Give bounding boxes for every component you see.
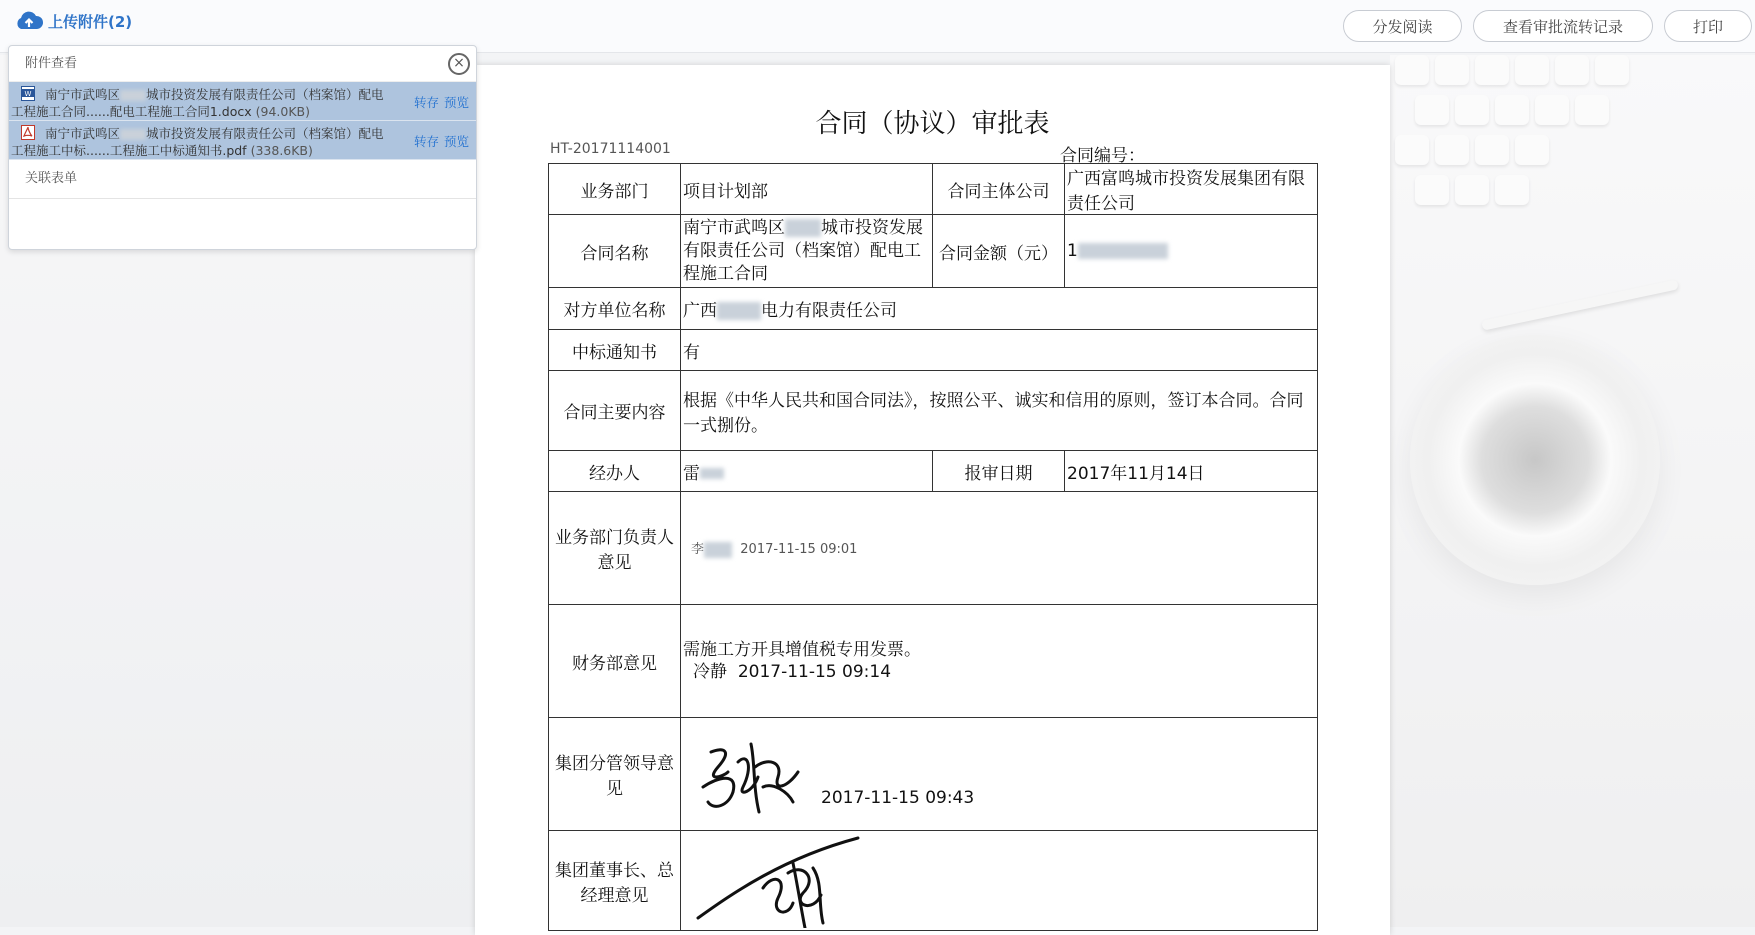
upload-attachment-button[interactable] [14, 10, 132, 32]
table-row [549, 330, 1318, 371]
redacted-text [120, 90, 146, 101]
entity-label: 合同主体公司 [933, 164, 1065, 215]
redacted-text [717, 302, 761, 320]
table-row [549, 831, 1318, 931]
table-row [549, 215, 1318, 288]
close-icon[interactable]: × [448, 53, 470, 75]
entity-value: 广西富鸣城市投资发展集团有限责任公司 [1065, 164, 1318, 215]
attachment-panel [8, 45, 477, 250]
view-approval-flow-button[interactable]: 查看审批流转记录 [1473, 10, 1653, 42]
table-row [549, 718, 1318, 831]
redacted-text [785, 219, 821, 237]
cloud-upload-icon [14, 10, 44, 32]
table-row [549, 288, 1318, 330]
word-file-icon [21, 86, 35, 101]
preview-attachment-link[interactable]: 预览 [444, 95, 470, 110]
dept-head-opinion-label: 业务部门负责人意见 [549, 492, 681, 605]
upload-attachment-label: 上传附件(2) [48, 12, 133, 31]
dept-head-opinion-value: 李 2017-11-15 09:01 [681, 492, 1318, 605]
counterparty-label: 对方单位名称 [549, 288, 681, 330]
save-attachment-link[interactable]: 转存 [414, 95, 440, 110]
svg-text:W: W [24, 90, 32, 98]
distribute-read-button[interactable]: 分发阅读 [1343, 10, 1462, 42]
finance-opinion-label: 财务部意见 [549, 605, 681, 718]
finance-signer: 冷静 [693, 662, 727, 682]
preview-attachment-link[interactable]: 预览 [444, 134, 470, 149]
approval-form-table [548, 163, 1318, 931]
redacted-text [700, 468, 724, 479]
table-row [549, 164, 1318, 215]
bid-notice-label: 中标通知书 [549, 330, 681, 371]
attachment-name-line2: 工程施工中标......工程施工中标通知书.pdf (338.6KB) [11, 143, 313, 158]
print-button[interactable]: 打印 [1664, 10, 1752, 42]
attachment-item[interactable] [9, 82, 476, 121]
redacted-text [1078, 243, 1168, 259]
save-attachment-link[interactable]: 转存 [414, 134, 440, 149]
attachment-panel-title: 附件查看 [25, 56, 78, 71]
leader-opinion-value [681, 718, 1318, 831]
handler-label: 经办人 [549, 451, 681, 492]
report-date-label: 报审日期 [933, 451, 1065, 492]
chairman-opinion-label: 集团董事长、总经理意见 [549, 831, 681, 931]
redacted-text [120, 129, 146, 140]
attachment-item[interactable] [9, 121, 476, 160]
document-number: HT-20171114001 [550, 141, 671, 157]
handwritten-signature [693, 833, 863, 928]
leader-time: 2017-11-15 09:43 [821, 788, 975, 808]
table-row [549, 451, 1318, 492]
attachment-name-line1: 南宁市武鸣区 城市投资发展有限责任公司（档案馆）配电 [45, 126, 384, 141]
main-content-label: 合同主要内容 [549, 371, 681, 451]
dept-value: 项目计划部 [681, 164, 933, 215]
document-title: 合同（协议）审批表 [815, 109, 1050, 139]
attachment-panel-header [9, 46, 476, 82]
table-row [549, 371, 1318, 451]
contract-amount-value: 1 [1065, 215, 1318, 288]
leader-opinion-label: 集团分管领导意见 [549, 718, 681, 831]
handler-value: 雷 [681, 451, 933, 492]
finance-opinion-text: 需施工方开具增值税专用发票。 [683, 640, 921, 660]
pdf-file-icon [21, 125, 35, 140]
handwritten-signature [693, 732, 813, 822]
main-content-value: 根据《中华人民共和国合同法》，按照公平、诚实和信用的原则，签订本合同。合同一式捌份。 [681, 371, 1318, 451]
table-row [549, 605, 1318, 718]
finance-time: 2017-11-15 09:14 [737, 662, 892, 682]
redacted-text [704, 542, 732, 558]
report-date-value: 2017年11月14日 [1065, 451, 1318, 492]
attachment-name-line1: 南宁市武鸣区 城市投资发展有限责任公司（档案馆）配电 [45, 87, 384, 102]
contract-amount-label: 合同金额（元） [933, 215, 1065, 288]
bid-notice-value: 有 [681, 330, 1318, 371]
attachment-name-line2: 工程施工合同......配电工程施工合同1.docx (94.0KB) [11, 104, 310, 119]
counterparty-value: 广西 电力有限责任公司 [681, 288, 1318, 330]
table-row [549, 492, 1318, 605]
contract-name-label: 合同名称 [549, 215, 681, 288]
related-forms-section[interactable]: 关联表单 [9, 160, 476, 199]
contract-name-value: 南宁市武鸣区 城市投资发展有限责任公司（档案馆）配电工程施工合同 [681, 215, 933, 288]
chairman-opinion-value [681, 831, 1318, 931]
background-desk-image [1390, 55, 1755, 927]
contract-number-label: 合同编号： [1060, 146, 1145, 166]
contract-approval-document [475, 65, 1390, 935]
finance-opinion-value [681, 605, 1318, 718]
dept-label: 业务部门 [549, 164, 681, 215]
